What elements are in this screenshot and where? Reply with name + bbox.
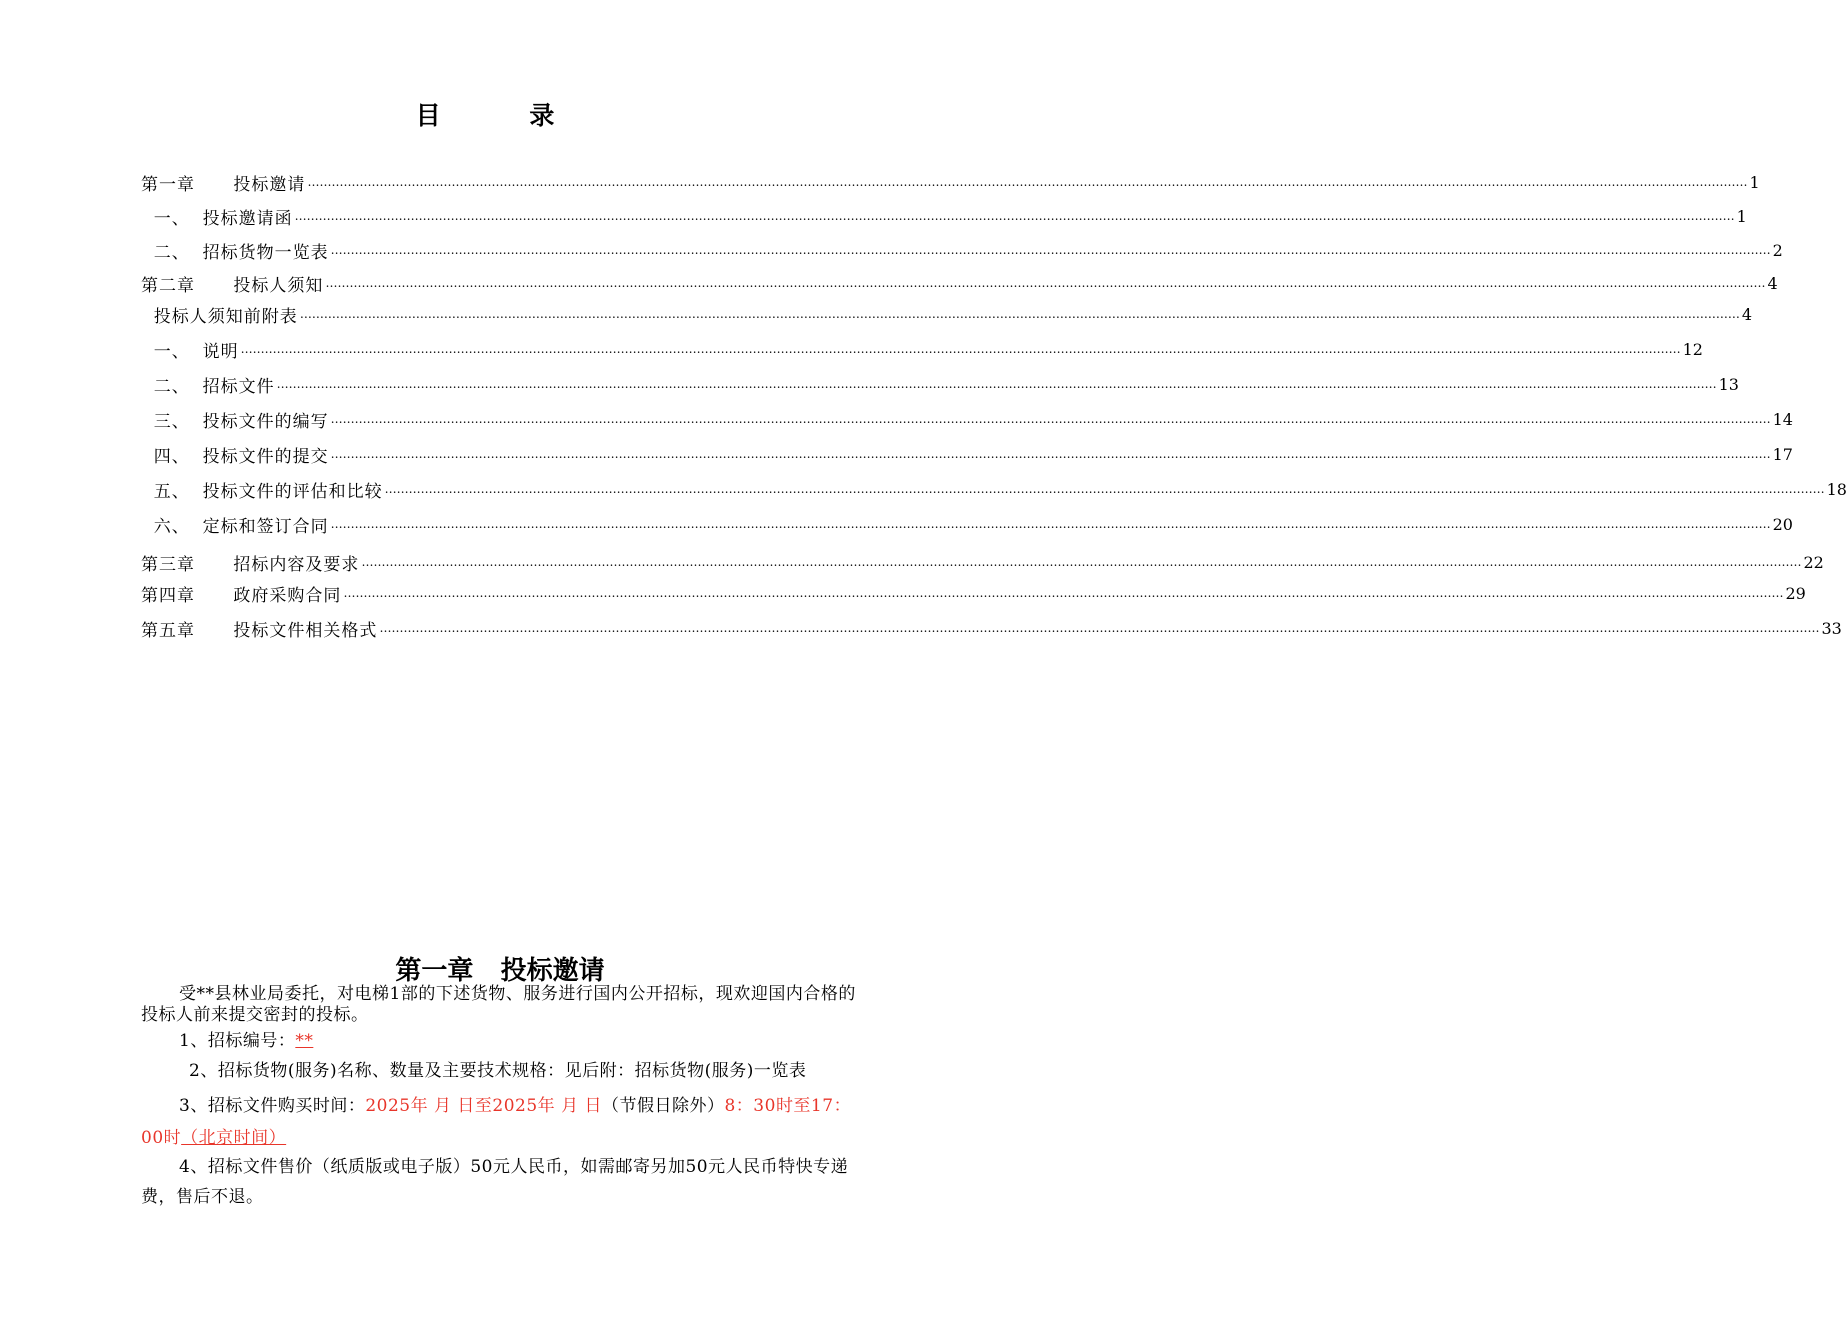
purchase-date-range: 2025年 月 日至2025年 月 日	[365, 1096, 602, 1116]
tender-number-value: **	[295, 1031, 314, 1051]
toc-entry-page: 1	[1749, 172, 1760, 192]
chapter-number: 第一章	[395, 956, 474, 986]
toc-entry-page: 17	[1772, 444, 1793, 464]
toc-entry-label: 四、 投标文件的提交	[141, 446, 329, 467]
toc-entry-label: 第一章 投标邀请	[141, 174, 306, 195]
toc-entry-page: 14	[1772, 409, 1793, 429]
toc-entry-label: 一、 说明	[141, 341, 239, 362]
toc-entry-page: 4	[1767, 273, 1778, 293]
toc-entry-label: 第二章 投标人须知	[141, 275, 324, 296]
toc-leader-dots: ………………………………………………………………………………………………………………………………………………………………………………………………………………………………………………………………………………………………………………………………	[307, 175, 1748, 189]
invitation-intro: 受**县林业局委托，对电梯1部的下述货物、服务进行国内公开招标，现欢迎国内合格的投标人前来提交密封的投标。	[141, 984, 856, 1025]
toc-entry-label: 第五章 投标文件相关格式	[141, 620, 378, 641]
item-document-price: 4、招标文件售价（纸质版或电子版）50元人民币，如需邮寄另加50元人民币特快专递费，售后不退。	[141, 1157, 849, 1207]
toc-entry-label: 投标人须知前附表	[141, 306, 298, 327]
toc-leader-dots: ………………………………………………………………………………………………………………………………………………………………………………………………………………………………………………………………………………………………………………………………	[361, 555, 1802, 569]
purchase-start-time: 8：30	[724, 1096, 776, 1116]
chapter-heading	[0, 950, 1000, 987]
toc-leader-dots: ………………………………………………………………………………………………………………………………………………………………………………………………………………………………………………………………………………………………………………………………	[240, 342, 1681, 356]
toc-entry-page: 1	[1736, 206, 1747, 226]
toc-leader-dots: ………………………………………………………………………………………………………………………………………………………………………………………………………………………………………………………………………………………………………………………………	[330, 412, 1771, 426]
toc-leader-dots: ………………………………………………………………………………………………………………………………………………………………………………………………………………………………………………………………………………………………………………………………	[343, 586, 1784, 600]
toc-leader-dots: ………………………………………………………………………………………………………………………………………………………………………………………………………………………………………………………………………………………………………………………………	[276, 377, 1717, 391]
chapter-title: 投标邀请	[500, 956, 605, 986]
item-purchase-time	[141, 1090, 863, 1154]
item-goods-spec: 2、招标货物(服务)名称、数量及主要技术规格：见后附：招标货物(服务)一览表	[189, 1061, 807, 1081]
toc-leader-dots: ………………………………………………………………………………………………………………………………………………………………………………………………………………………………………………………………………………………………………………………………	[330, 447, 1771, 461]
toc-leader-dots: ………………………………………………………………………………………………………………………………………………………………………………………………………………………………………………………………………………………………………………………………	[325, 276, 1766, 290]
toc-entry-label: 三、 投标文件的编写	[141, 411, 329, 432]
item-tender-number	[141, 1030, 901, 1052]
item-label: 3、招标文件购买时间：	[179, 1096, 366, 1116]
toc-leader-dots: ………………………………………………………………………………………………………………………………………………………………………………………………………………………………………………………………………………………………………………………………	[379, 621, 1820, 635]
toc-entry-label: 第四章 政府采购合同	[141, 585, 342, 606]
toc-entry-page: 33	[1821, 618, 1842, 638]
toc-entry[interactable]	[141, 614, 1842, 642]
toc-entry[interactable]	[141, 548, 1824, 576]
item-label: 1、招标编号：	[179, 1031, 296, 1051]
toc-entry[interactable]	[141, 475, 1847, 503]
toc-entry[interactable]	[141, 370, 1739, 398]
toc-entry[interactable]	[141, 236, 1783, 264]
toc-leader-dots: ………………………………………………………………………………………………………………………………………………………………………………………………………………………………………………………………………………………………………………………………	[299, 307, 1740, 321]
toc-leader-dots: ………………………………………………………………………………………………………………………………………………………………………………………………………………………………………………………………………………………………………………………………	[330, 243, 1771, 257]
toc-entry-label: 第三章 招标内容及要求	[141, 554, 360, 575]
toc-entry[interactable]	[141, 405, 1793, 433]
toc-entry[interactable]	[141, 202, 1747, 230]
timezone-note: （北京时间）	[181, 1128, 287, 1148]
toc-entry-page: 29	[1785, 583, 1806, 603]
holiday-note: （节假日除外）	[601, 1096, 725, 1116]
toc-entry-page: 13	[1718, 374, 1739, 394]
toc-leader-dots: ………………………………………………………………………………………………………………………………………………………………………………………………………………………………………………………………………………………………………………………………	[294, 209, 1735, 223]
toc-entry[interactable]	[141, 579, 1806, 607]
toc-entry[interactable]	[141, 269, 1778, 297]
toc-entry-page: 22	[1803, 552, 1824, 572]
toc-title: 目 录	[415, 101, 595, 130]
toc-entry[interactable]	[141, 168, 1760, 196]
toc-entry-label: 一、 投标邀请函	[141, 208, 293, 229]
toc-entry-label: 二、 招标货物一览表	[141, 242, 329, 263]
toc-entry[interactable]	[141, 510, 1793, 538]
toc-entry-page: 12	[1682, 339, 1703, 359]
toc-entry[interactable]	[141, 440, 1793, 468]
toc-entry[interactable]	[141, 335, 1703, 363]
toc-leader-dots: ………………………………………………………………………………………………………………………………………………………………………………………………………………………………………………………………………………………………………………………………	[384, 482, 1825, 496]
purchase-end-time: 时至17：00时	[141, 1096, 852, 1148]
toc-entry[interactable]	[141, 300, 1752, 328]
toc-entry-page: 20	[1772, 514, 1793, 534]
toc-entry-page: 18	[1826, 479, 1847, 499]
toc-entry-label: 五、 投标文件的评估和比较	[141, 481, 383, 502]
toc-entry-page: 4	[1741, 304, 1752, 324]
toc-leader-dots: ………………………………………………………………………………………………………………………………………………………………………………………………………………………………………………………………………………………………………………………………	[330, 517, 1771, 531]
toc-entry-page: 2	[1772, 240, 1783, 260]
toc-entry-label: 六、 定标和签订合同	[141, 516, 329, 537]
toc-entry-label: 二、 招标文件	[141, 376, 275, 397]
